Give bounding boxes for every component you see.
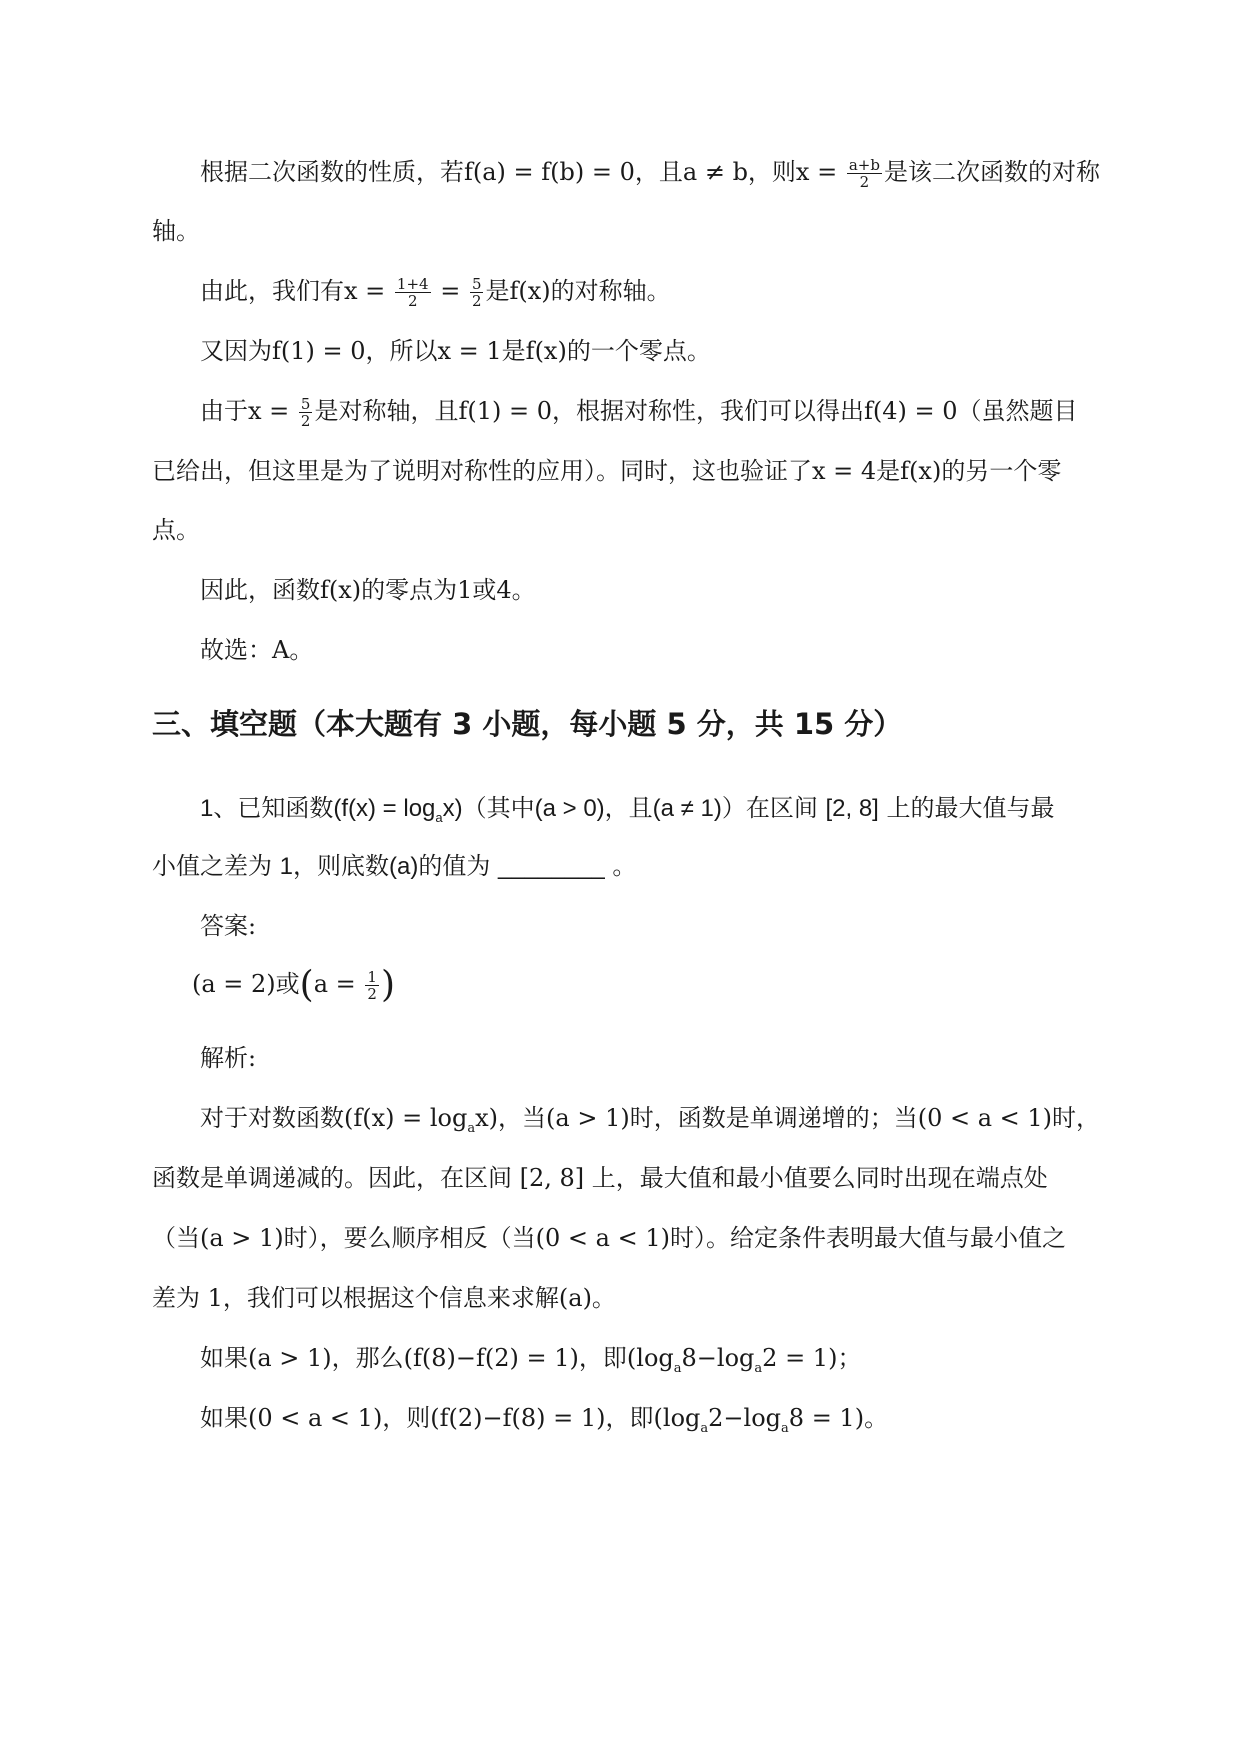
analysis-paragraph-4: 差为 1，我们可以根据这个信息来求解(a)。 [152,1284,616,1312]
section-heading: 三、填空题（本大题有 3 小题，每小题 5 分，共 15 分） [152,707,903,741]
analysis-paragraph-2: 函数是单调递减的。因此，在区间 [2, 8] 上，最大值和最小值要么同时出现在端点处 [152,1164,1048,1192]
analysis-case-a-greater-1: 如果(a > 1)，那么(f(8)−f(2) = 1)，即$(\log_a8-\log_a2 = 1)$； [200,1344,862,1376]
paragraph-continuation: 点。 [152,516,200,544]
analysis-paragraph-1: 对于对数函数$(f(x) = \log_ax)$，当(a > 1)时，函数是单调递增的；当(0 < a < 1)时， [200,1104,1101,1136]
answer-value: (a = 2)或(a = $\frac{1}{2}$ ) [192,964,395,1006]
fraction-5-over-2: $\frac{5}{2}$ [471,275,482,310]
paragraph-choice: 故选：A。 [200,636,314,664]
analysis-label: 解析: [200,1044,257,1072]
analysis-paragraph-3: （当(a > 1)时），要么顺序相反（当(0 < a < 1)时）。给定条件表明最大值与最小值之 [152,1224,1066,1252]
fraction-a-plus-b-over-2: $\frac{a+b}{2}$ [848,156,880,191]
answer-blank: ________ [497,853,605,880]
fraction-1-plus-4-over-2: $\frac{1+4}{2}$ [396,275,429,310]
paragraph-zero-point: 又因为f(1) = 0，所以x = 1是f(x)的一个零点。 [200,337,711,365]
paragraph-conclusion: 因此，函数f(x)的零点为1或4。 [200,576,536,604]
paragraph-symmetry-property [200,154,1100,191]
question-1-line-1: 1、已知函数$(f(x) = \log_ax)$（其中(a > 0)，且(a ≠ 1)）在区间 [2, 8] 上的最大值与最 [200,794,1055,825]
fraction-5-over-2: $\frac{5}{2}$ [300,395,311,430]
paragraph-continuation: 已给出，但这里是为了说明对称性的应用）。同时，这也验证了x = 4是f(x)的另一个零 [152,457,1062,485]
text-segment: 根据二次函数的性质，若f(a) = f(b) = 0，且a ≠ b，则x = [200,158,845,186]
fraction-1-over-2: $\frac{1}{2}$ [367,968,377,1003]
text-segment: 是该二次函数的对称 [883,158,1100,186]
analysis-case-a-less-1: 如果(0 < a < 1)，则(f(2)−f(8) = 1)，即$(\log_a2-\log_a8 = 1)$。 [200,1404,889,1436]
paragraph-symmetry-application: 由于x = $\frac{5}{2}$ 是对称轴，且f(1) = 0，根据对称性，我们可以得出f(4) = 0（虽然题目 [200,395,1078,430]
paragraph-continuation: 轴。 [152,217,200,245]
question-1-line-2: 小值之差为 1，则底数(a)的值为 ________ 。 [152,852,637,880]
answer-label: 答案: [200,912,257,940]
paragraph-symmetry-axis: 由此，我们有x = $\frac{1+4}{2}$ = $\frac{5}{2}$ 是f(x)的对称轴。 [200,275,671,310]
